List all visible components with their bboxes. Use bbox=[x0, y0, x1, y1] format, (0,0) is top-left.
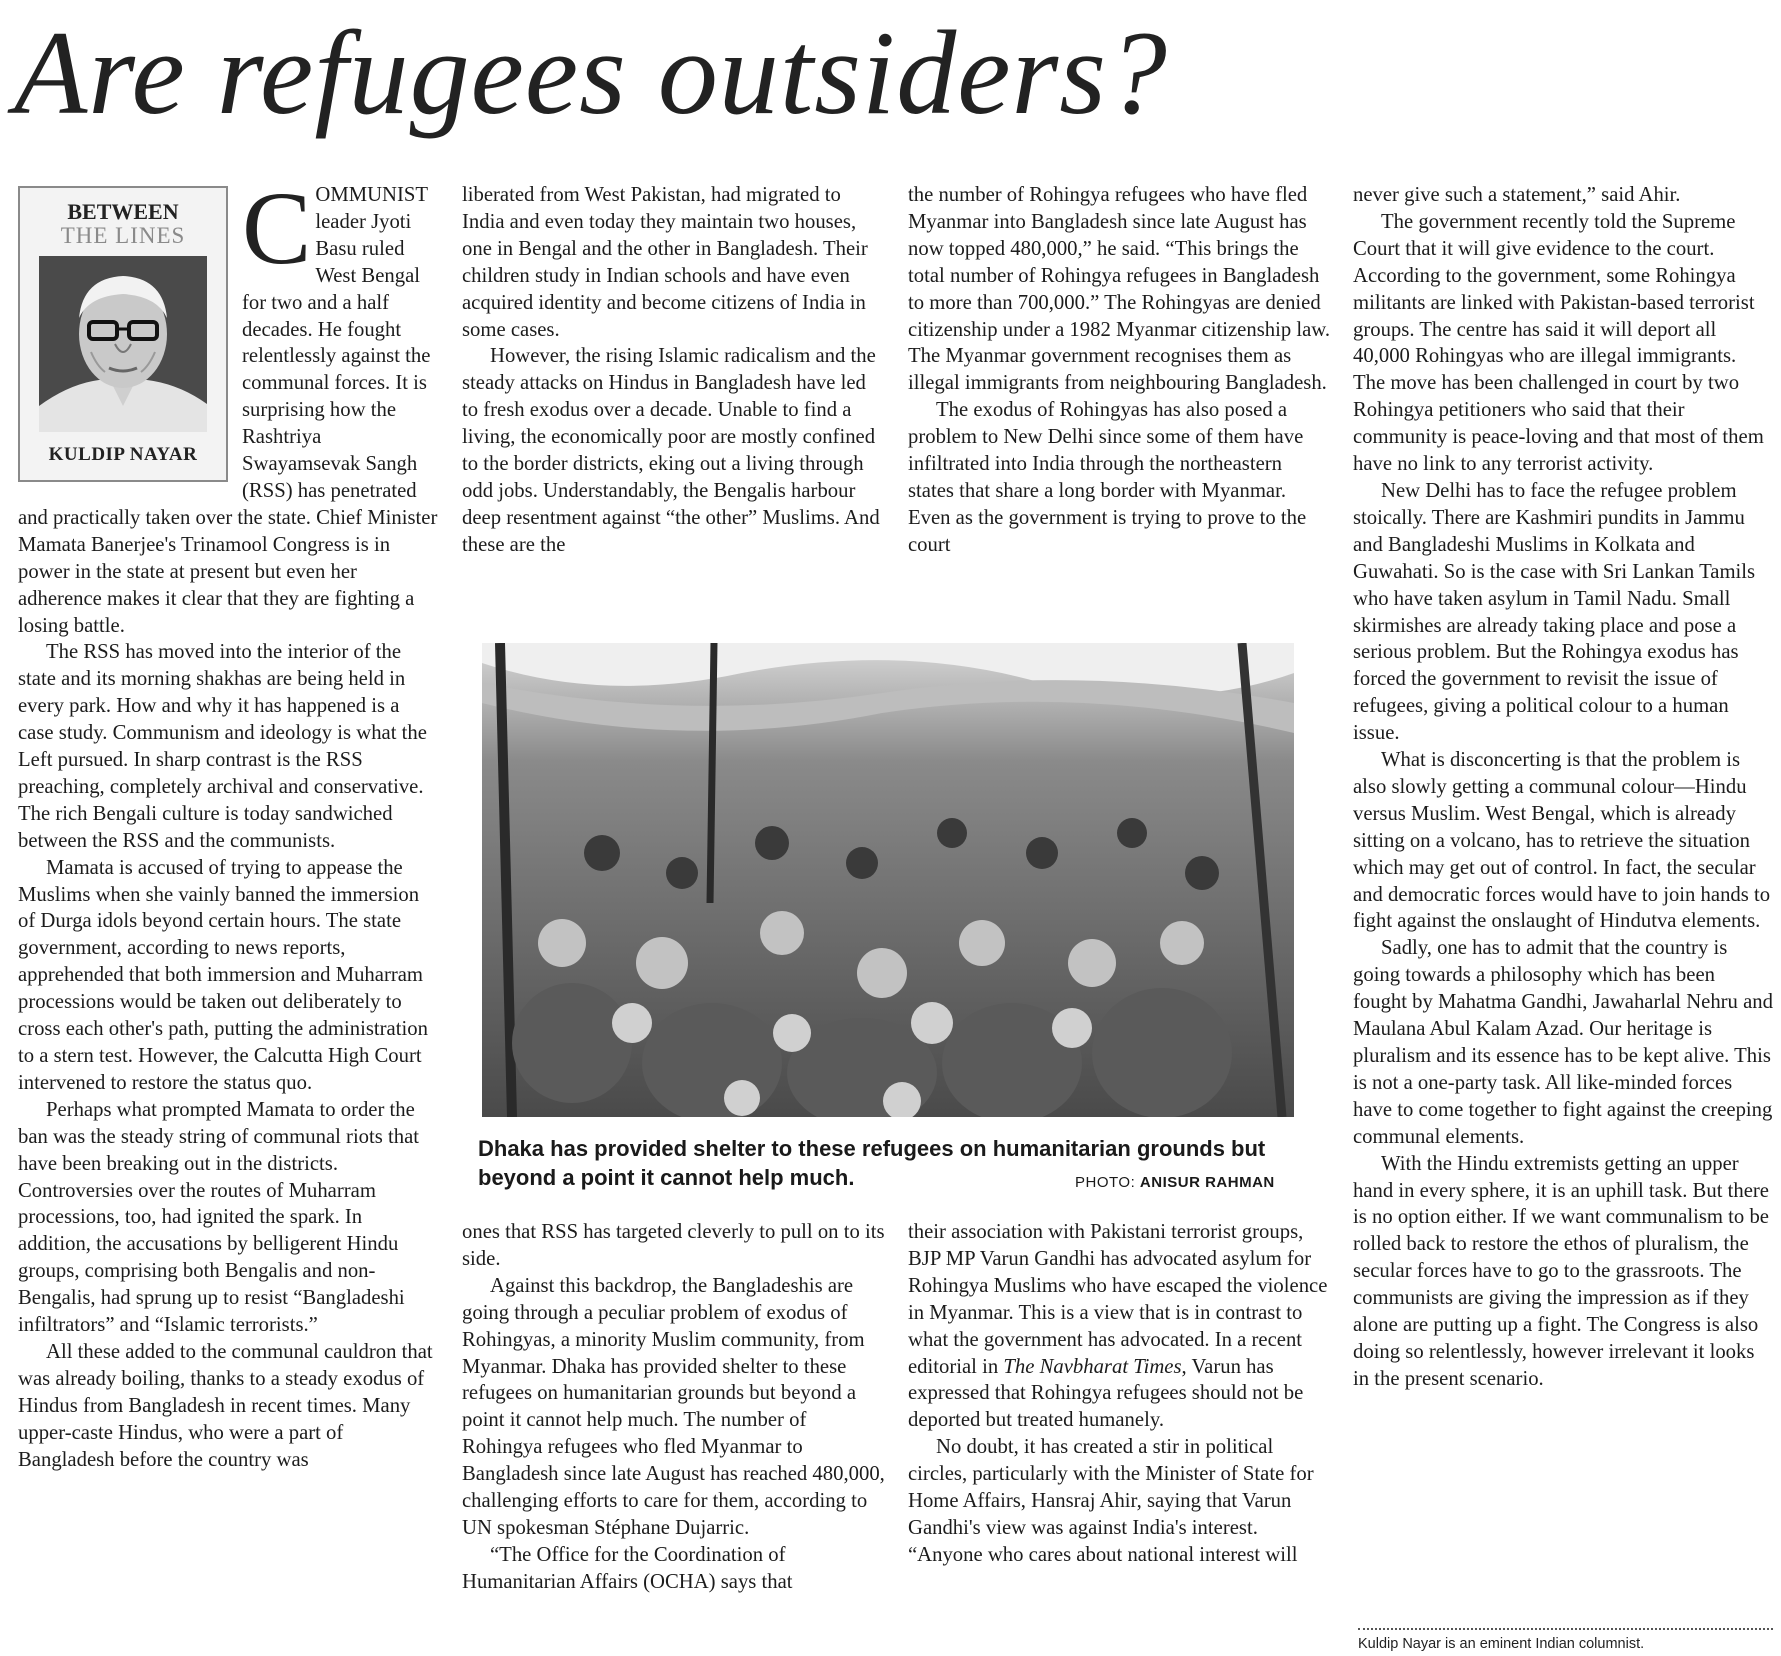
article-paragraph: What is disconcerting is that the problem is also slowly getting a communal colour—Hindu versus Muslim. West Bengal, which is already sitting on a volcano, has to retrieve the situation which may get out of control. In fact, the secular and democratic forces would have to join hands to fight against the onslaught of Hindutva elements. bbox=[1353, 749, 1771, 933]
article-paragraph bbox=[908, 1219, 1333, 1434]
photo-credit bbox=[1075, 1174, 1275, 1191]
paragraph-text: OMMUNIST leader Jyoti Basu ruled West Bengal for two and a half decades. He fought relentlessly against the communal forces. It is surprising how the Rashtriya Swayamsevak Sangh (RSS) has penetrated and practically taken over the state. Chief Minister Mamata Banerjee's Trinamool Congress is in power in the state at present but even her adherence makes it clear that they are fighting a losing battle. bbox=[18, 184, 438, 637]
article-paragraph: No doubt, it has created a stir in political circles, particularly with the Minister of State for Home Affairs, Hansraj Ahir, saying that Varun Gandhi's view was against India's interest. “Anyone who cares about national interest will bbox=[908, 1436, 1314, 1566]
article-paragraph: Perhaps what prompted Mamata to order the ban was the steady string of communal riots that have been breaking out in the districts. Controversies over the routes of Muharram processions, too, had ignited the spark. In addition, the accusations by belligerent Hindu groups, comprising both Bengalis and non-Bengalis, had sprung up to resist “Bangladeshi infiltrators” and “Islamic terrorists.” bbox=[18, 1098, 420, 1337]
article-paragraph: The exodus of Rohingyas has also posed a problem to New Delhi since some of them have infiltrated into India through the northeastern states that share a long border with Myanmar. Even as the government is trying to prove to the court bbox=[908, 399, 1307, 556]
author-portrait bbox=[39, 256, 207, 432]
column-kicker: BETWEEN bbox=[67, 199, 179, 224]
article-column-2-top bbox=[462, 182, 887, 612]
article-paragraph: never give such a statement,” said Ahir. bbox=[1353, 184, 1681, 206]
article-column-3-bottom bbox=[908, 1219, 1333, 1654]
headline: Are refugees outsiders? bbox=[14, 6, 1168, 139]
article-paragraph: All these added to the communal cauldron that was already boiling, thanks to a steady exodus of Hindus from Bangladesh in recent times. Many upper-caste Hindus, who were a part of Bangladesh before the country was bbox=[18, 1340, 433, 1471]
photo-credit-label: PHOTO: bbox=[1075, 1174, 1136, 1191]
article-paragraph: the number of Rohingya refugees who have fled Myanmar into Bangladesh since late August has now topped 480,000,” he said. “This brings the total number of Rohingya refugees in Bangladesh to more than 700,000.” The Rohingyas are denied citizenship under a 1982 Myanmar citizenship law. The Myanmar government recognises them as illegal immigrants from neighbouring Bangladesh. bbox=[908, 184, 1331, 395]
footnote-divider bbox=[1358, 1628, 1773, 1630]
refugee-camp-photo bbox=[482, 643, 1294, 1117]
article-paragraph: Mamata is accused of trying to appease the Muslims when she vainly banned the immersion of Durga idols beyond certain hours. The state government, according to news reports, apprehended that both immersion and Muharram processions would be taken out deliberately to cross each other's path, putting the administration to a stern test. However, the Calcutta High Court intervened to restore the status quo. bbox=[18, 856, 428, 1094]
article-column-2-bottom bbox=[462, 1219, 887, 1654]
article-paragraph: The RSS has moved into the interior of the state and its morning shakhas are being held in every park. How and why it has happened is a case study. Communism and ideology is what the Left pursued. In sharp contrast is the RSS preaching, completely archival and conservative. The rich Bengali culture is today sandwiched between the RSS and the communists. bbox=[18, 641, 427, 852]
article-paragraph: Against this backdrop, the Bangladeshis are going through a peculiar problem of exodus of Rohingyas, a minority Muslim community, from Myanmar. Dhaka has provided shelter to these refugees on humanitarian grounds but beyond a point it cannot help much. The number of Rohingya refugees who fled Myanmar to Bangladesh since late August has reached 480,000, challenging efforts to care for them, according to UN spokesman Stéphane Dujarric. bbox=[462, 1274, 885, 1539]
article-paragraph: With the Hindu extremists getting an upper hand in every sphere, it is an uphill task. But there is no option either. If we want communalism to be rolled back to restore the ethos of pluralism, the secular forces have to go to the grassroots. The communists are giving the impression as if they alone are putting up a fight. The Congress is also doing so relentlessly, however irrelevant it looks in the present scenario. bbox=[1353, 1152, 1769, 1390]
article-paragraph: New Delhi has to face the refugee problem stoically. There are Kashmiri pundits in Jammu and Bangladeshi Muslims in Kolkata and Guwahati. So is the case with Sri Lankan Tamils who have taken asylum in Tamil Nadu. Small skirmishes are already taking place and pose a serious problem. But the Rohingya exodus has forced the government to revisit the issue of refugees, giving a political colour to a human issue. bbox=[1353, 479, 1756, 745]
columnist-byline-box bbox=[18, 186, 228, 482]
photo-caption: Dhaka has provided shelter to these refugees on humanitarian grounds but beyond a point it cannot help much. bbox=[478, 1136, 1266, 1190]
article-paragraph: Sadly, one has to admit that the country is going towards a philosophy which has been fought by Mahatma Gandhi, Jawaharlal Nehru and Maulana Abul Kalam Azad. Our heritage is pluralism and its essence has to be kept alive. This is not a one-party task. All like-minded forces have to come together to fight against the creeping communal elements. bbox=[1353, 937, 1773, 1148]
author-name: KULDIP NAYAR bbox=[48, 444, 198, 465]
drop-cap: C bbox=[242, 182, 312, 286]
photo-credit-name: ANISUR RAHMAN bbox=[1139, 1174, 1275, 1191]
paragraph-text: their association with Pakistani terrorist groups, BJP MP Varun Gandhi has advocated asylum for Rohingya Muslims who have escaped the violence in Myanmar. This is a view that is in contrast to what the government has advocated. In a recent editorial in bbox=[908, 1221, 1328, 1378]
paragraph-text: , Varun has expressed that Rohingya refugees should not be deported but treated humanely. bbox=[908, 1355, 1304, 1432]
column-kicker-sub: THE LINES bbox=[60, 223, 186, 248]
article-column-4 bbox=[1353, 182, 1773, 1614]
article-paragraph: “The Office for the Coordination of Humanitarian Affairs (OCHA) says that bbox=[462, 1543, 793, 1593]
article-paragraph: liberated from West Pakistan, had migrated to India and even today they maintain two houses, one in Bengal and the other in Bangladesh. Their children study in Indian schools and have even acquired identity and become citizens of India in some cases. bbox=[462, 184, 868, 341]
article-paragraph: However, the rising Islamic radicalism and the steady attacks on Hindus in Bangladesh have led to fresh exodus over a decade. Unable to find a living, the economically poor are mostly confined to the border districts, eking out a living through odd jobs. Understandably, the Bengalis harbour deep resentment against “the other” Muslims. And these are the bbox=[462, 345, 880, 556]
author-footnote: Kuldip Nayar is an eminent Indian columnist. bbox=[1358, 1636, 1645, 1652]
article-paragraph: The government recently told the Supreme Court that it will give evidence to the court. According to the government, some Rohingya militants are linked with Pakistan-based terrorist groups. The centre has said it will deport all 40,000 Rohingyas who are illegal immigrants. The move has been challenged in court by two Rohingya petitioners who said that their community is peace-loving and that most of them have no link to any terrorist activity. bbox=[1353, 210, 1764, 476]
article-column-3-top bbox=[908, 182, 1333, 612]
article-column-1 bbox=[18, 182, 438, 1654]
newspaper-title: The Navbharat Times bbox=[1003, 1355, 1182, 1378]
article-paragraph: ones that RSS has targeted cleverly to pull on to its side. bbox=[462, 1221, 885, 1270]
